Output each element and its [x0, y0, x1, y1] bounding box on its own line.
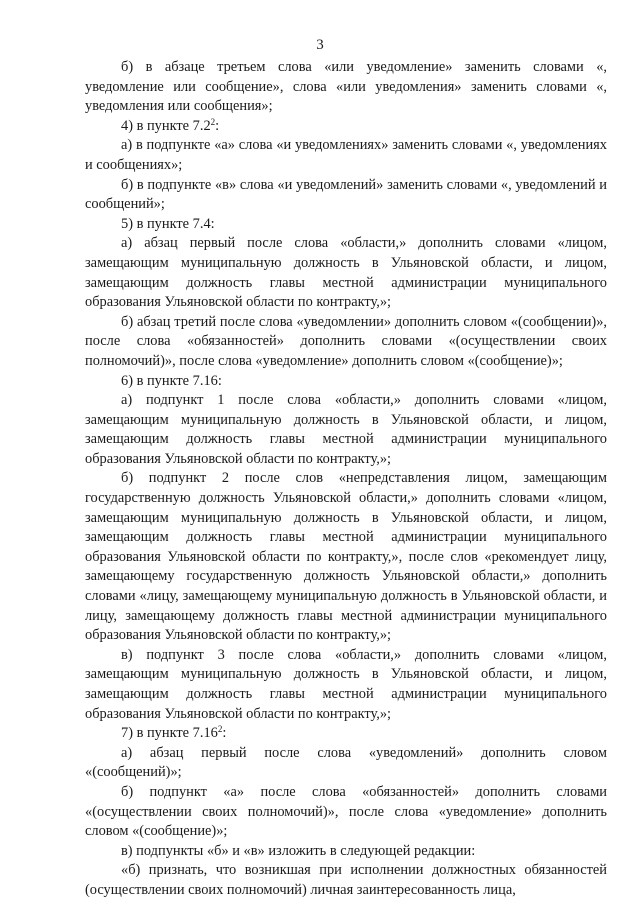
paragraph: б) подпункт 2 после слов «непредставления лицом, замещающим государственную должность Ульяновской области,» дополнить словами «лицом, замещающим муниципальную должность в Ульяновской области, и лицом, замещающим должность главы местной администрации муниципального образования Ульяновской области по контракту,», после слов «рекомендует лицу, замещающему государственную должность Ульяновской области,» дополнить словами «лицу, замещающему муниципальную должность в Ульяновской области, и лицу, замещающему должность главы местной администрации муниципального образования Ульяновской области по контракту,»; [85, 470, 607, 644]
paragraph: 6) в пункте 7.16: [121, 372, 222, 389]
paragraph: б) в подпункте «в» слова «и уведомлений» заменить словами «, уведомлений и сообщений»; [85, 176, 607, 213]
paragraph: «б) признать, что возникшая при исполнении должностных обязанностей (осуществлении своих полномочий) личная заинтересованность лица, [85, 862, 607, 898]
paragraph: а) подпункт 1 после слова «области,» дополнить словами «лицом, замещающим муниципальную должность в Ульяновской области, и лицом, замещающим должность главы местной администрации муниципального образования Ульяновской области по контракту,»; [85, 392, 607, 467]
paragraph: в) подпункт 3 после слова «области,» дополнить словами «лицом, замещающим муниципальную должность в Ульяновской области, и лицом, замещающим должность главы местной администрации муниципального образования Ульяновской области по контракту,»; [85, 646, 607, 722]
paragraph: в) подпункты «б» и «в» изложить в следующей редакции: [121, 842, 476, 859]
paragraph: а) в подпункте «а» слова «и уведомлениях» заменить словами «, уведомлениях и сообщениях»; [85, 137, 607, 173]
paragraph: 4) в пункте $7.2^2$: [121, 116, 220, 134]
paragraph: б) подпункт «а» после слова «обязанностей» дополнить словами «(осуществлении своих полномочий)», после слова «уведомление» дополнить словом «(сообщение)»; [85, 783, 607, 840]
paragraph: а) абзац первый после слова «области,» дополнить словами «лицом, замещающим муниципальную должность в Ульяновской области, и лицом, замещающим должность главы местной администрации муниципального образования Ульяновской области по контракту,»; [85, 235, 607, 311]
paragraph: б) абзац третий после слова «уведомлении» дополнить словом «(сообщении)», после слова «обязанностей» дополнить словами «(осуществлении своих полномочий)», после слова «уведомление» дополнить словом «(сообщение)»; [85, 313, 607, 369]
paragraph: 7) в пункте 7.16$^2$: [121, 724, 227, 742]
paragraph: а) абзац первый после слова «уведомлений» дополнить словом «(сообщений)»; [85, 744, 607, 781]
page-number: 3 [316, 37, 324, 53]
document-body [85, 58, 607, 901]
paragraph: 5) в пункте 7.4: [121, 215, 215, 232]
paragraph: б) в абзаце третьем слова «или уведомление» заменить словами «, уведомление или сообщение», слова «или уведомления» заменить словами «, уведомления или сообщения»; [85, 59, 607, 115]
